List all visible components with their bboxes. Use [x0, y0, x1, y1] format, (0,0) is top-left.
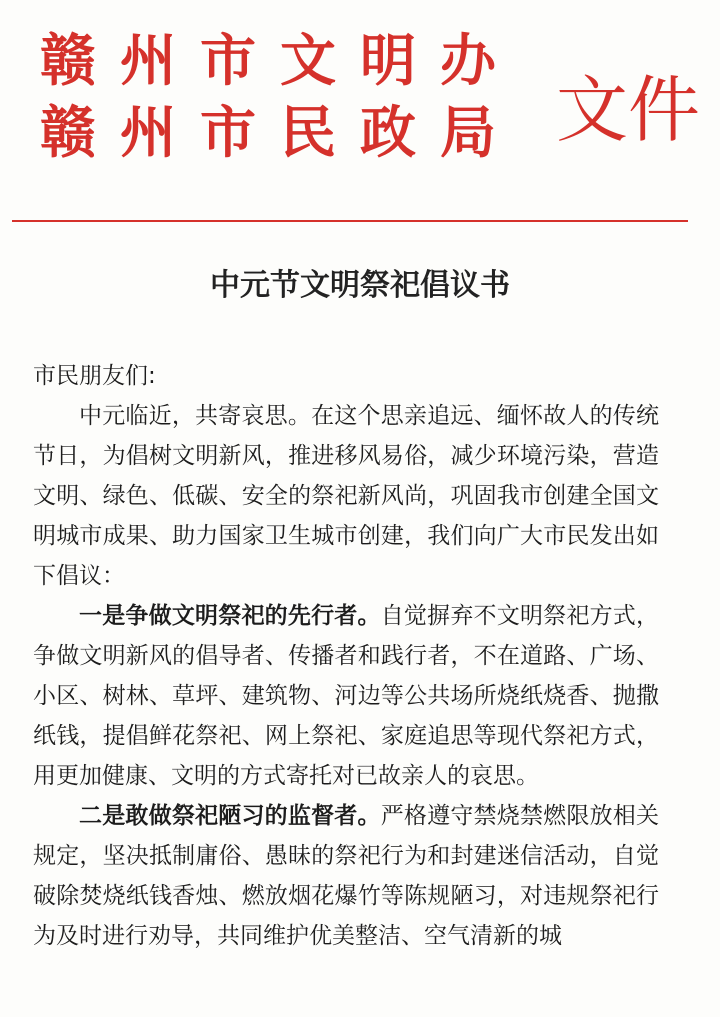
document-title: 中元节文明祭祀倡议书 — [210, 268, 510, 303]
salutation: 市民朋友们: — [33, 363, 156, 389]
proposal-paragraph — [33, 796, 659, 956]
issuer-minzhengju: 赣州市民政局 — [40, 100, 520, 166]
document-body — [33, 356, 659, 956]
red-header — [40, 30, 700, 180]
intro-paragraph: 中元临近，共寄哀思。在这个思亲追远、缅怀故人的传统节日，为倡树文明新风，推进移风易俗，减少环境污染，营造文明、绿色、低碳、安全的祭祀新风尚，巩固我市创建全国文明城市成果、助力国家卫生城市创建，我们向广大市民发出如下倡议： — [33, 403, 659, 589]
proposal-heading: 二是敢做祭祀陋习的监督者。 — [79, 802, 381, 829]
document-type-label: 文件 — [556, 68, 701, 152]
proposal-text: 严格遵守禁烧禁燃限放相关规定，坚决抵制庸俗、愚昧的祭祀行为和封建迷信活动，自觉破除焚烧纸钱香烛、燃放烟花爆竹等陈规陋习，对违规祭祀行为及时进行劝导，共同维护优美整洁、空气清新的城 — [33, 803, 660, 949]
red-separator-line — [12, 220, 688, 222]
proposal-heading: 一是争做文明祭祀的先行者。 — [79, 602, 381, 629]
proposal-text: 自觉摒弃不文明祭祀方式，争做文明新风的倡导者、传播者和践行者，不在道路、广场、小区、树林、草坪、建筑物、河边等公共场所烧纸烧香、抛撒纸钱，提倡鲜花祭祀、网上祭祀、家庭追思等现代祭祀方式，用更加健康、文明的方式寄托对已故亲人的哀思。 — [33, 603, 660, 789]
issuer-wenmingban: 赣州市文明办 — [40, 28, 520, 94]
proposal-paragraph — [33, 596, 659, 796]
